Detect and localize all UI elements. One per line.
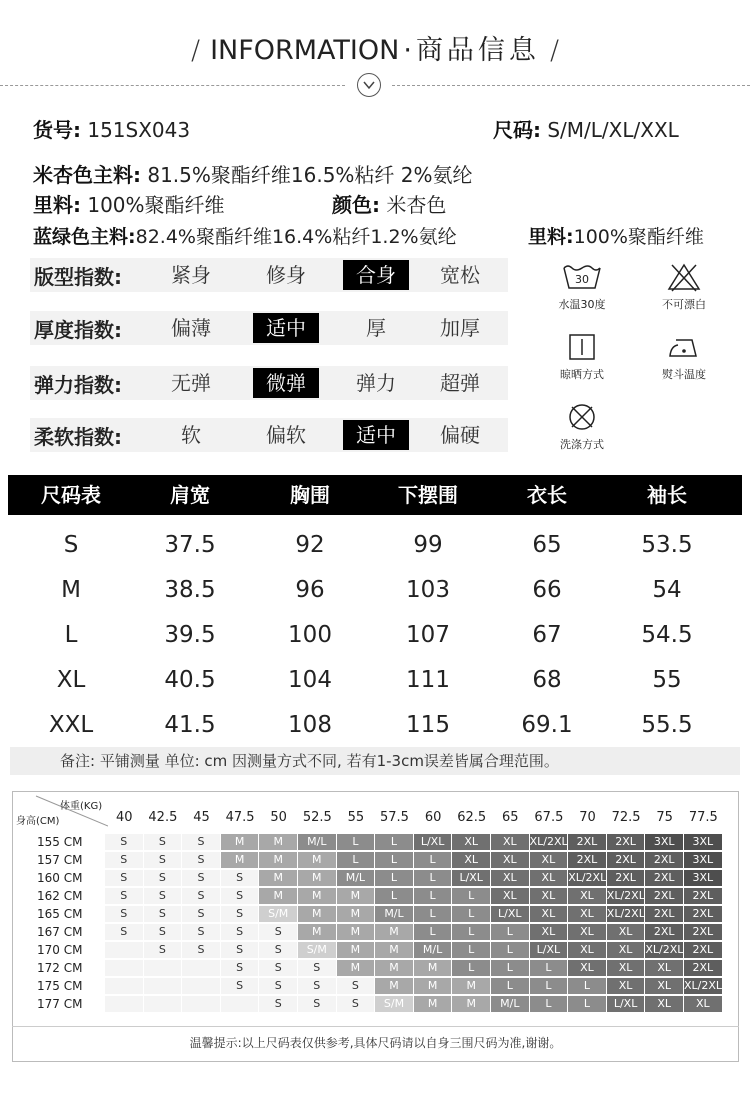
grid-size-cell: L: [530, 960, 568, 976]
grid-weight-header: 47.5: [225, 810, 255, 825]
grid-size-cell: L: [530, 978, 568, 994]
grid-size-cell: S: [182, 888, 220, 904]
grid-size-cell: 2XL: [568, 852, 606, 868]
grid-size-cell: 2XL: [645, 852, 683, 868]
grid-size-cell: M: [259, 852, 297, 868]
grid-size-cell: XL: [452, 834, 490, 850]
grid-size-cell: M: [414, 996, 452, 1012]
grid-size-cell: S: [221, 870, 259, 886]
size-line: [493, 114, 679, 143]
grid-size-cell: 3XL: [684, 834, 722, 850]
grid-size-cell: S: [144, 834, 182, 850]
grid-size-cell: M: [414, 978, 452, 994]
lining2-line: [528, 222, 704, 249]
grid-size-cell: XL/2XL: [568, 871, 607, 884]
grid-size-cell: XL: [530, 852, 568, 868]
sku-value: 151SX043: [87, 118, 191, 142]
grid-size-cell: [182, 960, 220, 976]
grid-size-cell: M: [375, 960, 413, 976]
size-header-cell: 尺码表: [41, 483, 101, 507]
grid-size-cell: S/M: [375, 996, 413, 1012]
size-header-cell: 衣长: [527, 483, 567, 507]
grid-size-cell: XL: [491, 888, 529, 904]
grid-size-cell: S: [144, 906, 182, 922]
grid-size-cell: L: [452, 924, 490, 940]
sku-line: [33, 114, 190, 143]
grid-size-cell: M: [337, 924, 375, 940]
grid-size-cell: XL: [684, 996, 722, 1012]
teal-main-line: [33, 222, 457, 249]
size-table-header: [8, 475, 742, 515]
grid-size-cell: L/XL: [530, 942, 568, 958]
grid-size-cell: L: [414, 852, 452, 868]
grid-size-cell: XL/2XL: [529, 835, 568, 848]
grid-corner-height: 身高(CM): [16, 816, 60, 827]
grid-size-cell: 2XL: [568, 834, 606, 850]
index-option: 弹力: [356, 371, 396, 395]
grid-size-cell: XL/2XL: [645, 943, 684, 956]
grid-size-cell: M/L: [337, 870, 375, 886]
grid-size-cell: L/XL: [607, 996, 645, 1012]
page-title: [0, 28, 750, 67]
divider-left: [0, 85, 345, 86]
grid-size-cell: L: [375, 870, 413, 886]
grid-size-cell: S: [337, 996, 375, 1012]
grid-height-label: 155 CM: [37, 835, 83, 849]
grid-size-cell: S: [221, 906, 259, 922]
care-dryclean-label: 洗涤方式: [560, 438, 604, 451]
grid-size-cell: S: [105, 906, 143, 922]
beige-main-line: [33, 159, 473, 188]
grid-size-cell: S: [221, 924, 259, 940]
grid-size-cell: XL: [568, 960, 606, 976]
index-option: 紧身: [171, 263, 211, 287]
grid-size-cell: L: [491, 924, 529, 940]
grid-size-cell: 2XL: [607, 870, 645, 886]
grid-size-cell: S: [182, 906, 220, 922]
index-row: [30, 418, 508, 452]
grid-size-cell: XL/2XL: [684, 979, 723, 992]
grid-size-cell: L/XL: [452, 870, 490, 886]
grid-height-label: 157 CM: [37, 853, 83, 867]
index-option: 偏硬: [440, 423, 480, 447]
size-cell: 69.1: [521, 712, 573, 738]
index-label: 弹力指数:: [34, 373, 122, 397]
index-option: 加厚: [440, 316, 480, 340]
grid-size-cell: 2XL: [645, 870, 683, 886]
grid-size-cell: S: [182, 924, 220, 940]
grid-size-cell: XL: [491, 834, 529, 850]
care-bleach-label: 不可漂白: [662, 298, 706, 311]
grid-size-cell: S: [221, 888, 259, 904]
grid-size-cell: S: [105, 924, 143, 940]
grid-size-cell: S: [259, 960, 297, 976]
grid-size-cell: XL: [530, 906, 568, 922]
care-dryclean: [537, 402, 627, 452]
grid-size-cell: [105, 978, 143, 994]
grid-size-cell: M: [375, 942, 413, 958]
size-cell: 92: [295, 532, 325, 558]
size-label: 尺码:: [493, 118, 541, 142]
grid-size-cell: [221, 996, 259, 1012]
grid-size-cell: L: [452, 960, 490, 976]
grid-size-cell: XL: [491, 870, 529, 886]
index-option: 修身: [266, 263, 306, 287]
lining1-label: 里料:: [33, 193, 81, 217]
size-cell: 39.5: [164, 622, 216, 648]
grid-size-cell: S: [144, 852, 182, 868]
grid-size-cell: L: [452, 888, 490, 904]
grid-size-cell: S: [298, 996, 336, 1012]
grid-size-cell: S: [144, 888, 182, 904]
grid-size-cell: M/L: [375, 906, 413, 922]
size-cell: 115: [406, 712, 450, 738]
grid-size-cell: M: [298, 852, 336, 868]
size-cell: 68: [532, 667, 562, 693]
no-dryclean-icon: [565, 402, 599, 432]
grid-height-label: 162 CM: [37, 889, 83, 903]
grid-size-cell: 2XL: [684, 960, 722, 976]
index-option: 厚: [366, 316, 386, 340]
grid-size-cell: M: [298, 870, 336, 886]
size-header-cell: 胸围: [290, 483, 330, 507]
size-cell: 107: [406, 622, 450, 648]
grid-weight-header: 60: [424, 810, 442, 825]
sku-label: 货号:: [33, 118, 81, 142]
grid-size-cell: S/M: [259, 906, 297, 922]
grid-size-cell: XL: [645, 996, 683, 1012]
grid-weight-header: 75: [656, 810, 673, 825]
grid-weight-header: 52.5: [302, 810, 332, 825]
index-label: 版型指数:: [34, 265, 122, 289]
grid-size-cell: XL: [568, 942, 606, 958]
grid-size-cell: 3XL: [645, 834, 683, 850]
lining2-value: 100%聚酯纤维: [573, 226, 704, 248]
size-cell: M: [61, 577, 81, 603]
grid-size-cell: S: [259, 942, 297, 958]
beige-main-value: 81.5%聚酯纤维16.5%粘纤 2%氨纶: [147, 163, 473, 187]
grid-size-cell: L: [414, 924, 452, 940]
index-option: 偏薄: [171, 316, 211, 340]
grid-size-cell: 2XL: [607, 852, 645, 868]
index-row: [30, 311, 508, 345]
grid-size-cell: XL: [530, 888, 568, 904]
grid-size-cell: 2XL: [645, 906, 683, 922]
grid-size-cell: S: [221, 960, 259, 976]
grid-size-cell: S: [221, 978, 259, 994]
care-dry: [537, 332, 627, 382]
lining1-value: 100%聚酯纤维: [87, 193, 225, 217]
divider-right: [392, 85, 750, 86]
index-label: 厚度指数:: [34, 318, 122, 342]
grid-size-cell: [144, 978, 182, 994]
grid-size-cell: L/XL: [414, 834, 452, 850]
grid-size-cell: XL: [568, 924, 606, 940]
grid-size-cell: M: [298, 924, 336, 940]
care-wash-label: 水温30度: [558, 298, 606, 311]
beige-main-label: 米杏色主料:: [33, 163, 141, 187]
grid-size-cell: M/L: [298, 834, 336, 850]
title-dot: ·: [403, 35, 412, 66]
grid-size-cell: XL: [607, 924, 645, 940]
grid-size-cell: S: [105, 834, 143, 850]
grid-size-cell: 2XL: [684, 942, 722, 958]
svg-text:30: 30: [575, 273, 589, 286]
care-bleach: [639, 262, 729, 312]
grid-size-cell: L: [491, 960, 529, 976]
grid-size-cell: M: [259, 834, 297, 850]
grid-size-cell: S: [221, 942, 259, 958]
grid-size-cell: M/L: [414, 942, 452, 958]
lining2-label: 里料:: [528, 226, 574, 248]
care-wash: [537, 262, 627, 312]
grid-size-cell: [144, 960, 182, 976]
grid-size-cell: XL: [645, 960, 683, 976]
grid-size-cell: L: [414, 906, 452, 922]
grid-height-label: 177 CM: [37, 997, 83, 1011]
index-option: 宽松: [440, 263, 480, 287]
grid-weight-header: 40: [116, 810, 133, 825]
grid-weight-header: 50: [270, 810, 287, 825]
grid-size-cell: M: [298, 906, 336, 922]
no-bleach-icon: [666, 262, 702, 292]
grid-size-cell: L: [491, 942, 529, 958]
grid-size-cell: XL: [568, 906, 606, 922]
grid-size-cell: XL: [645, 978, 683, 994]
grid-size-cell: S: [182, 942, 220, 958]
teal-main-value: 82.4%聚酯纤维16.4%粘纤1.2%氨纶: [135, 226, 457, 248]
grid-size-cell: M: [337, 888, 375, 904]
grid-height-label: 165 CM: [37, 907, 83, 921]
grid-size-cell: S: [298, 978, 336, 994]
care-iron-label: 熨斗温度: [662, 368, 706, 381]
grid-size-cell: L: [375, 888, 413, 904]
size-cell: 54: [652, 577, 682, 603]
grid-size-cell: L: [337, 852, 375, 868]
grid-weight-header: 57.5: [380, 810, 409, 825]
index-option-selected: 适中: [343, 420, 409, 450]
grid-weight-header: 45: [193, 810, 210, 825]
wash-30-icon: [560, 262, 604, 292]
grid-size-cell: [182, 978, 220, 994]
grid-size-cell: M: [337, 906, 375, 922]
grid-size-cell: XL/2XL: [606, 889, 645, 902]
grid-weight-header: 65: [502, 810, 519, 825]
index-option: 软: [181, 423, 201, 447]
grid-size-cell: M: [452, 996, 490, 1012]
size-cell: 108: [288, 712, 332, 738]
grid-size-cell: M/L: [491, 996, 529, 1012]
grid-size-cell: [182, 996, 220, 1012]
size-cell: 55: [652, 667, 682, 693]
lining1-line: [33, 189, 225, 218]
line-dry-icon: [567, 332, 597, 362]
grid-size-cell: L: [452, 906, 490, 922]
grid-size-cell: S: [259, 924, 297, 940]
grid-height-label: 160 CM: [37, 871, 83, 885]
grid-size-cell: [105, 942, 143, 958]
grid-size-cell: M: [259, 888, 297, 904]
title-slash-right: /: [549, 35, 560, 66]
size-cell: 41.5: [164, 712, 216, 738]
care-iron: [639, 332, 729, 382]
grid-size-cell: S: [182, 834, 220, 850]
teal-main-label: 蓝绿色主料:: [33, 226, 136, 248]
grid-size-cell: XL: [530, 924, 568, 940]
grid-size-cell: XL: [607, 942, 645, 958]
measure-note: [10, 747, 740, 775]
grid-size-cell: M: [337, 942, 375, 958]
grid-size-cell: S: [144, 924, 182, 940]
size-header-cell: 袖长: [647, 483, 687, 507]
grid-size-cell: S: [105, 888, 143, 904]
size-cell: 37.5: [164, 532, 216, 558]
size-header-cell: 下摆围: [398, 483, 458, 507]
grid-size-cell: L: [337, 834, 375, 850]
grid-size-cell: S: [105, 852, 143, 868]
grid-size-cell: M: [221, 852, 259, 868]
grid-size-cell: L: [414, 888, 452, 904]
size-value: S/M/L/XL/XXL: [547, 118, 679, 142]
size-cell: 55.5: [641, 712, 693, 738]
grid-size-cell: M: [414, 960, 452, 976]
grid-size-cell: S: [337, 978, 375, 994]
grid-size-cell: S: [259, 996, 297, 1012]
care-dry-label: 晾晒方式: [560, 368, 604, 381]
size-cell: XXL: [48, 712, 94, 738]
grid-size-cell: 3XL: [684, 870, 722, 886]
size-cell: 66: [532, 577, 562, 603]
size-cell: 96: [295, 577, 325, 603]
size-cell: 100: [288, 622, 332, 648]
grid-weight-header: 77.5: [688, 810, 718, 825]
size-cell: 67: [532, 622, 562, 648]
grid-size-cell: 3XL: [684, 852, 722, 868]
grid-size-cell: XL: [491, 852, 529, 868]
index-label: 柔软指数:: [34, 425, 122, 449]
grid-size-cell: M: [259, 870, 297, 886]
grid-height-label: 175 CM: [37, 979, 83, 993]
index-row: [30, 258, 508, 292]
grid-size-cell: S: [182, 852, 220, 868]
grid-size-cell: L: [375, 852, 413, 868]
grid-size-cell: [105, 960, 143, 976]
grid-size-cell: S: [298, 960, 336, 976]
grid-size-cell: 2XL: [645, 924, 683, 940]
grid-size-cell: XL: [607, 960, 645, 976]
index-option-selected: 合身: [343, 260, 409, 290]
grid-weight-header: 67.5: [534, 810, 564, 825]
size-cell: 38.5: [164, 577, 216, 603]
grid-size-cell: S: [105, 870, 143, 886]
measure-note-text: 备注: 平铺测量 单位: cm 因测量方式不同, 若有1-3cm误差皆属合理范围。: [60, 752, 559, 770]
grid-weight-header: 72.5: [611, 810, 641, 825]
color-value: 米杏色: [386, 193, 447, 217]
grid-size-cell: S: [182, 870, 220, 886]
grid-size-cell: XL/2XL: [606, 907, 645, 920]
grid-size-cell: S: [144, 942, 182, 958]
index-option: 偏软: [266, 423, 306, 447]
grid-size-cell: M: [375, 924, 413, 940]
grid-size-cell: L: [452, 942, 490, 958]
tip-divider: [12, 1026, 739, 1027]
color-label: 颜色:: [332, 193, 380, 217]
grid-height-label: 170 CM: [37, 943, 83, 957]
grid-size-cell: 2XL: [684, 924, 722, 940]
grid-size-cell: L: [375, 834, 413, 850]
grid-height-label: 167 CM: [37, 925, 83, 939]
grid-size-cell: [105, 996, 143, 1012]
tip-text: 温馨提示:以上尺码表仅供参考,具体尺码请以自身三围尺码为准,谢谢。: [189, 1036, 562, 1050]
grid-size-cell: M: [221, 834, 259, 850]
size-cell: 40.5: [164, 667, 216, 693]
grid-size-cell: XL: [568, 888, 606, 904]
grid-size-cell: L: [491, 978, 529, 994]
grid-weight-header: 55: [347, 810, 365, 825]
grid-size-cell: L: [568, 978, 606, 994]
grid-size-cell: M: [298, 888, 336, 904]
size-header-cell: 肩宽: [170, 483, 210, 507]
index-option: 超弹: [440, 371, 480, 395]
iron-icon: [666, 332, 702, 362]
grid-size-cell: L: [530, 996, 568, 1012]
index-option-selected: 适中: [253, 313, 319, 343]
grid-corner-weight: 体重(KG): [60, 801, 103, 812]
size-cell: 65: [532, 532, 562, 558]
grid-weight-header: 70: [579, 810, 596, 825]
grid-size-cell: 2XL: [645, 888, 683, 904]
size-cell: 111: [406, 667, 450, 693]
grid-size-cell: 2XL: [684, 906, 722, 922]
title-english: INFORMATION: [210, 35, 400, 66]
size-cell: XL: [56, 667, 86, 693]
index-option-selected: 微弹: [253, 368, 319, 398]
grid-size-cell: L/XL: [491, 906, 529, 922]
grid-weight-header: 42.5: [148, 810, 178, 825]
grid-size-cell: XL: [607, 978, 645, 994]
grid-size-cell: 2XL: [684, 888, 722, 904]
grid-size-cell: L: [568, 996, 606, 1012]
grid-size-cell: XL: [530, 870, 568, 886]
grid-size-cell: L: [414, 870, 452, 886]
title-chinese: 商品信息: [415, 35, 540, 66]
grid-size-cell: M: [452, 978, 490, 994]
grid-size-cell: XL: [452, 852, 490, 868]
title-slash-left: /: [190, 35, 201, 66]
grid-size-cell: [144, 996, 182, 1012]
chevron-down-icon: [357, 73, 381, 97]
grid-size-cell: S/M: [298, 942, 336, 958]
size-cell: 54.5: [641, 622, 693, 648]
grid-size-cell: S: [259, 978, 297, 994]
size-cell: 99: [413, 532, 443, 558]
grid-size-cell: M: [375, 978, 413, 994]
grid-size-cell: M: [337, 960, 375, 976]
grid-size-cell: 2XL: [607, 834, 645, 850]
size-cell: L: [64, 622, 78, 648]
size-cell: 53.5: [641, 532, 693, 558]
size-cell: 104: [288, 667, 332, 693]
grid-weight-header: 62.5: [457, 810, 487, 825]
index-option: 无弹: [171, 371, 211, 395]
grid-height-label: 172 CM: [37, 961, 83, 975]
index-row: [30, 366, 508, 400]
size-cell: S: [63, 532, 79, 558]
color-line: [332, 189, 446, 218]
size-cell: 103: [406, 577, 450, 603]
grid-size-cell: S: [144, 870, 182, 886]
